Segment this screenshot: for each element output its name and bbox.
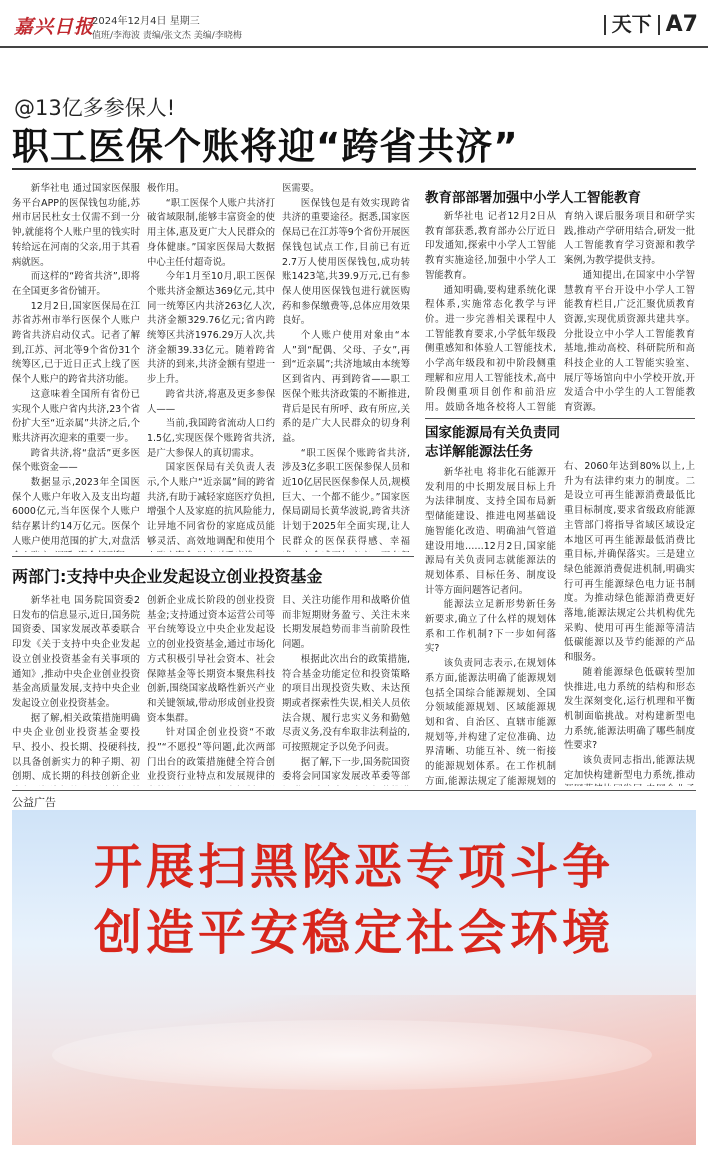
edu-article-column [425, 210, 556, 415]
paragraph: 这意味着全国所有省份已实现个人账户省内共济,23个省份扩大至“近亲属”共济之后,个账共济再次迎来的重要一步。 [12, 388, 140, 444]
energy-headline: 国家能源局有关负责同志详解能源法任务 [425, 425, 560, 460]
paragraph: 医保钱包是有效实现跨省共济的重要途径。据悉,国家医保局已在江苏等9个省份开展医保钱包试点工作,目前已有近2.7万人使用医保钱包,成功转账1423笔,共39.9万元,已有参保人使用医保钱包进行就医购药和参保缴费等,总体应用效果良好。 [282, 197, 410, 327]
section-name: 天下 [611, 12, 652, 36]
energy-article-column [564, 460, 695, 786]
page-number: A7 [665, 12, 698, 37]
main-article-column [282, 182, 410, 552]
vc-article-column [147, 594, 275, 786]
psa-slogan-line-1: 开展扫黑除恶专项斗争 [93, 839, 614, 895]
paragraph: 个人账户使用对象由“本人”到“配偶、父母、子女”,再到“近亲属”;共济地域由本统筹区到省内、再到跨省——职工医保个账共济政策的不断推进,背后是民有所呼、政有所应,关系的是广大人民群众的切身利益。 [282, 330, 410, 444]
paragraph: 新华社电 将非化石能源开发利用的中长期发展目标上升为法律制度、支持全国布局新型储能建设、推进电网基础设施智能化改造、明确油气管道建设用地……12月2日,国家能源局有关负责同志就能源法的规划体系、目标任务、制度设计等方面问题答记者问。 [425, 467, 556, 596]
psa-label: 公益广告 [12, 796, 56, 809]
newspaper-logo: 嘉兴日报 [14, 16, 95, 38]
paragraph: “职工医保个人账户共济打破省域限制,能够丰富资金的使用主体,惠及更广大人民群众的身体健康。”国家医保局大数据中心主任付超奇说。 [147, 197, 275, 268]
paragraph: 随着能源绿色低碳转型加快推进,电力系统的结构和形态发生深刻变化,运行机理和平衡机制面临挑战。对构建新型电力系统,能源法明确了哪些制度性要求? [564, 666, 695, 752]
paragraph: 通知明确,要构建系统化课程体系,实施常态化教学与评价。进一步完善相关课程中人工智能教育要求,小学低年级段侧重感知和体验人工智能技术,小学高年级段和初中阶段侧重理解和应用人工智能技术,高中阶段侧重项目创作和前沿应用。鼓励各地各校将人工智能 [425, 284, 556, 414]
paragraph: 数据显示,2023年全国医保个人账户年收入及支出均超6000亿元,当年医保个人账户结存累计约14万亿元。医保个人账户使用范围的扩大,对盘活 [12, 477, 140, 547]
psa-slogan-line-2: 创造平安稳定社会环境 [93, 905, 614, 961]
vc-article-column [12, 594, 140, 786]
paragraph: 新华社电 通过国家医保服务平台APP的医保钱包功能,苏州市居民杜女士仅需不到一分钟,就能将个人账户里的钱实时转给远在河南的父亲,用于其看病就医。 [12, 183, 140, 268]
section-header [598, 8, 698, 37]
paragraph: 右、2060年达到80%以上,上升为有法律约束力的制度。二是设立可再生能源消费最低比重目标制度,要求省级政府能源主管部门将指导省域区域设定本地区可再生能源最低消费比重目标,并确保落实。三是建立绿色能源消费促进机制,明确实行可再生能源绿色电力证书制度。为推动绿色能源消费更好落地,能源法规定公共机构优先采购、使用可再生能源等清洁低碳能源以及节约能源的产品和服务。 [564, 461, 695, 664]
edu-headline: 教育部部署加强中小学人工智能教育 [425, 190, 641, 206]
section-divider [425, 418, 695, 419]
energy-article-column [425, 466, 556, 786]
paragraph: 通知提出,在国家中小学智慧教育平台开设中小学人工智能教育栏目,广泛汇聚优质教育资源,实现优质资源共建共享。分批设立中小学人工智能教育基地,推动高校、科研院所和高科技企业的人工智能实验室、展厅等场馆向中小学校开放,开发适合中小学生的人工智能教育资源。 [564, 269, 695, 414]
main-headline: 职工医保个账将迎“跨省共济” [12, 125, 519, 168]
vc-headline: 两部门:支持中央企业发起设立创业投资基金 [12, 567, 323, 586]
paragraph: 据了解,相关政策措施明确中央企业创业投资基金要投早、投小、投长期、投硬科技,以具备创新实力的种子期、初创期、成长期的科技创新企业 [12, 712, 140, 783]
paragraph: 据了解,下一步,国务院国资委将会同国家发展改革委等部 [282, 756, 410, 783]
paragraph: “职工医保个账跨省共济,涉及3亿多职工医保参保人员和近10亿居民医保参保人员,规模巨大、一个都不能少。”国家医保局副局长黄华波说,跨省共济计划于2025年全面实现,让人民群众的医保获得感、幸福 [282, 447, 410, 547]
divider [658, 15, 660, 35]
paragraph: 而这样的“跨省共济”,即将在全国更多省份铺开。 [12, 271, 140, 297]
masthead [0, 0, 708, 48]
paragraph: 根据此次出台的政策措施,符合基金功能定位和投资策略的项目出现投资失败、未达预期或者探索性失误,相关人员依法合规、履行忠实义务和勤勉尽责义务,没有牟取非法利益的,可按照规定予以免予问责。 [282, 653, 410, 754]
paragraph: 能源法立足新形势新任务新要求,确立了什么样的规划体系和工作机制?下一步如何落实? [425, 599, 556, 655]
paragraph: 今年1月至10月,职工医保个账共济金额达369亿元,其中同一统筹区内共济263亿人次,共济金额329.76亿元;省内跨统筹区共济1976.29万人次,共济金额39.33亿元。随着跨省共济的到来,共济金额有望进一步上升。 [147, 271, 275, 386]
public-service-ad [12, 810, 696, 1145]
edu-article-column [564, 210, 695, 415]
editors-line: 值班/李海波 责编/张文杰 美编/李晓梅 [92, 31, 242, 41]
paragraph: 12月2日,国家医保局在江苏省苏州市举行医保个人账户跨省共济启动仪式。记者了解到,江苏、河北等9个省份31个统筹区,已于近日正式上线了医保个人账户的跨省共济功能。 [12, 300, 140, 386]
psa-light-glow [52, 1020, 652, 1090]
section-divider [12, 790, 696, 791]
paragraph: 医需要。 [282, 183, 320, 194]
paragraph: 极作用。 [147, 183, 185, 194]
section-divider [12, 556, 414, 557]
headline-rule [12, 168, 696, 170]
main-kicker: @13亿多参保人! [14, 96, 176, 120]
paragraph: 该负责同志指出,能源法规定加快构建新型电力系统,推动 [564, 755, 695, 781]
main-article-column [12, 182, 140, 552]
paragraph: 目、关注功能作用和战略价值而非短期财务盈亏、关注未来长期发展趋势而非当前阶段性问题。 [282, 595, 410, 651]
paragraph: 新华社电 记者12月2日从教育部获悉,教育部办公厅近日印发通知,探索中小学人工智能教育实施途径,加强中小学人工智能教育。 [425, 211, 556, 281]
paragraph: 针对国企创业投资“不敢投”“不愿投”等问题,此次两部门出台的政策措施健全符合创业投资行业特点和发展规律的 [147, 727, 275, 783]
paragraph: 育纳入课后服务项目和研学实践,推动产学研用结合,研发一批人工智能教育学习资源和教学案例,为教学提供支持。 [564, 211, 695, 267]
paragraph: 国家医保局有关负责人表示,个人账户“近亲属”间的跨省共济,有助于减轻家庭医疗负担,增强个人及家庭的抗风险能力,让异地不同省份的家庭成员能够灵活、高效地调配和使用个 [147, 462, 275, 547]
paragraph: 跨省共济,将“盘活”更多医保个账资金—— [12, 447, 140, 474]
paragraph: 新华社电 国务院国资委2日发布的信息显示,近日,国务院国资委、国家发展改革委联合印发《关于支持中央企业发起设立创业投资基金有关事项的通知》,推动中央企业创业投资基金高质量发展,支持中央企业发起设立创业投资基金。 [12, 595, 140, 709]
paragraph: 创新企业成长阶段的创业投资基金;支持通过资本运营公司等平台统筹设立中央企业发起设立的创业投资基金,通过市场化方式积极引导社会资本、社会保障基金等长期资本聚焦科技创新,围绕国家战略性新兴产业和关键领域,带动形成创业投资资本集群。 [147, 595, 275, 724]
vc-article-column [282, 594, 410, 786]
paragraph: 当前,我国跨省流动人口约1.5亿,实现医保个账跨省共济,是广大参保人的真切需求。 [147, 418, 275, 459]
divider [604, 15, 606, 35]
paragraph: 该负责同志表示,在规划体系方面,能源法明确了能源规划包括全国综合能源规划、全国分领域能源规划、区域能源规划和省、自治区、直辖市能源规划等,并构建了定位准确、边界清晰、功能互补、统一衔接的能源规划体系。在工作机制方面,能源法规定了能源规划的 [425, 658, 556, 786]
main-article-column [147, 182, 275, 552]
issue-date: 2024年12月4日 星期三 [92, 16, 200, 27]
paragraph: 跨省共济,将惠及更多参保人—— [147, 388, 275, 415]
